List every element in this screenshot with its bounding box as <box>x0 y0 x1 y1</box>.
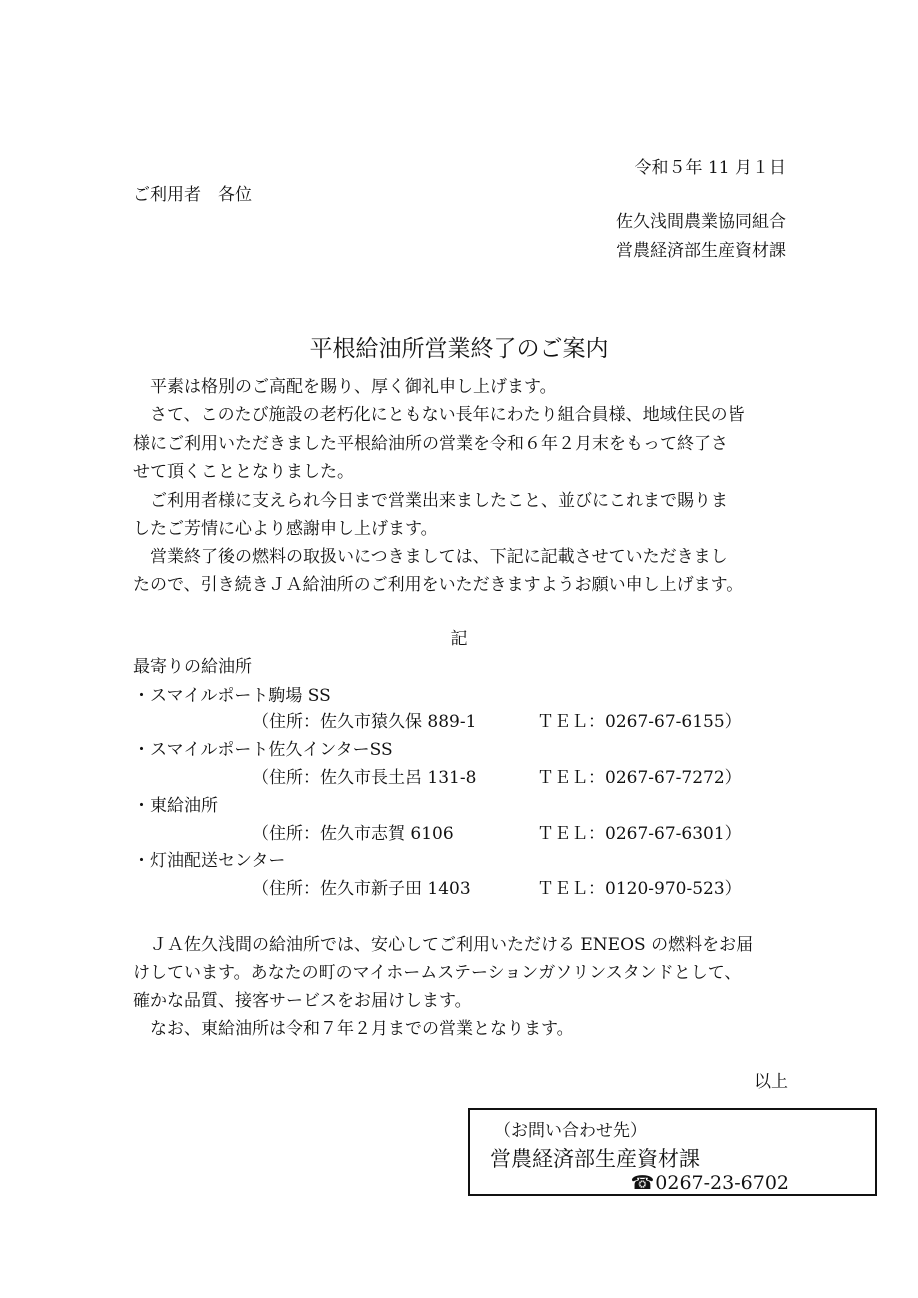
station-name: ・灯油配送センター <box>133 851 286 871</box>
body-paragraph-line: 平素は格別のご高配を賜り、厚く御礼申し上げます。 <box>150 377 557 397</box>
organization-name: 佐久浅間農業協同組合 <box>616 212 786 232</box>
recipient: ご利用者 各位 <box>133 185 252 205</box>
station-tel: ＴＥＬ：0267-67-6301） <box>537 824 742 844</box>
body-paragraph-line: 営業終了後の燃料の取扱いにつきましては、下記に記載させていただきまし <box>150 547 728 567</box>
closing-paragraph-line: ＪＡ佐久浅間の給油所では、安心してご利用いただける ENEOS の燃料をお届 <box>150 935 754 955</box>
body-paragraph-line: 様にご利用いただきました平根給油所の営業を令和６年２月末をもって終了さ <box>133 434 728 454</box>
organization-department: 営農経済部生産資材課 <box>616 241 786 261</box>
contact-phone-number: 0267-23-6702 <box>655 1172 789 1194</box>
contact-phone <box>631 1172 789 1194</box>
station-name: ・東給油所 <box>133 796 218 816</box>
stations-heading: 最寄りの給油所 <box>133 657 252 677</box>
station-address: （住所：佐久市長土呂 131-8 <box>252 768 477 788</box>
station-name: ・スマイルポート駒場 SS <box>133 686 331 706</box>
phone-icon: ☎ <box>630 1172 655 1194</box>
body-paragraph-line: せて頂くこととなりました。 <box>133 462 354 482</box>
station-address: （住所：佐久市新子田 1403 <box>252 879 471 899</box>
contact-department: 営農経済部生産資材課 <box>490 1147 700 1171</box>
issue-date: 令和５年 11 月１日 <box>634 158 786 178</box>
contact-box <box>468 1108 877 1196</box>
body-paragraph-line: たので、引き続きＪＡ給油所のご利用をいただきますようお願い申し上げます。 <box>133 575 744 595</box>
body-paragraph-line: さて、このたび施設の老朽化にともない長年にわたり組合員様、地域住民の皆 <box>150 405 745 425</box>
station-address: （住所：佐久市猿久保 889-1 <box>252 712 477 732</box>
closing-paragraph-line: けしています。あなたの町のマイホームステーションガソリンスタンドとして、 <box>133 963 742 983</box>
station-tel: ＴＥＬ：0267-67-6155） <box>537 712 742 732</box>
station-tel: ＴＥＬ：0120-970-523） <box>537 879 742 899</box>
body-paragraph-line: したご芳情に心より感謝申し上げます。 <box>133 519 438 539</box>
contact-label: （お問い合わせ先） <box>494 1121 647 1141</box>
closing-mark: 以上 <box>754 1072 788 1092</box>
body-paragraph-line: ご利用者様に支えられ今日まで営業出来ましたこと、並びにこれまで賜りま <box>150 491 728 511</box>
station-tel: ＴＥＬ：0267-67-7272） <box>537 768 742 788</box>
station-name: ・スマイルポート佐久インターSS <box>133 740 393 760</box>
station-address: （住所：佐久市志賀 6106 <box>252 824 454 844</box>
closing-paragraph-line: 確かな品質、接客サービスをお届けします。 <box>133 991 472 1011</box>
ki-heading: 記 <box>450 629 468 649</box>
document-title: 平根給油所営業終了のご案内 <box>309 336 609 362</box>
closing-paragraph-line: なお、東給油所は令和７年２月までの営業となります。 <box>150 1019 574 1039</box>
